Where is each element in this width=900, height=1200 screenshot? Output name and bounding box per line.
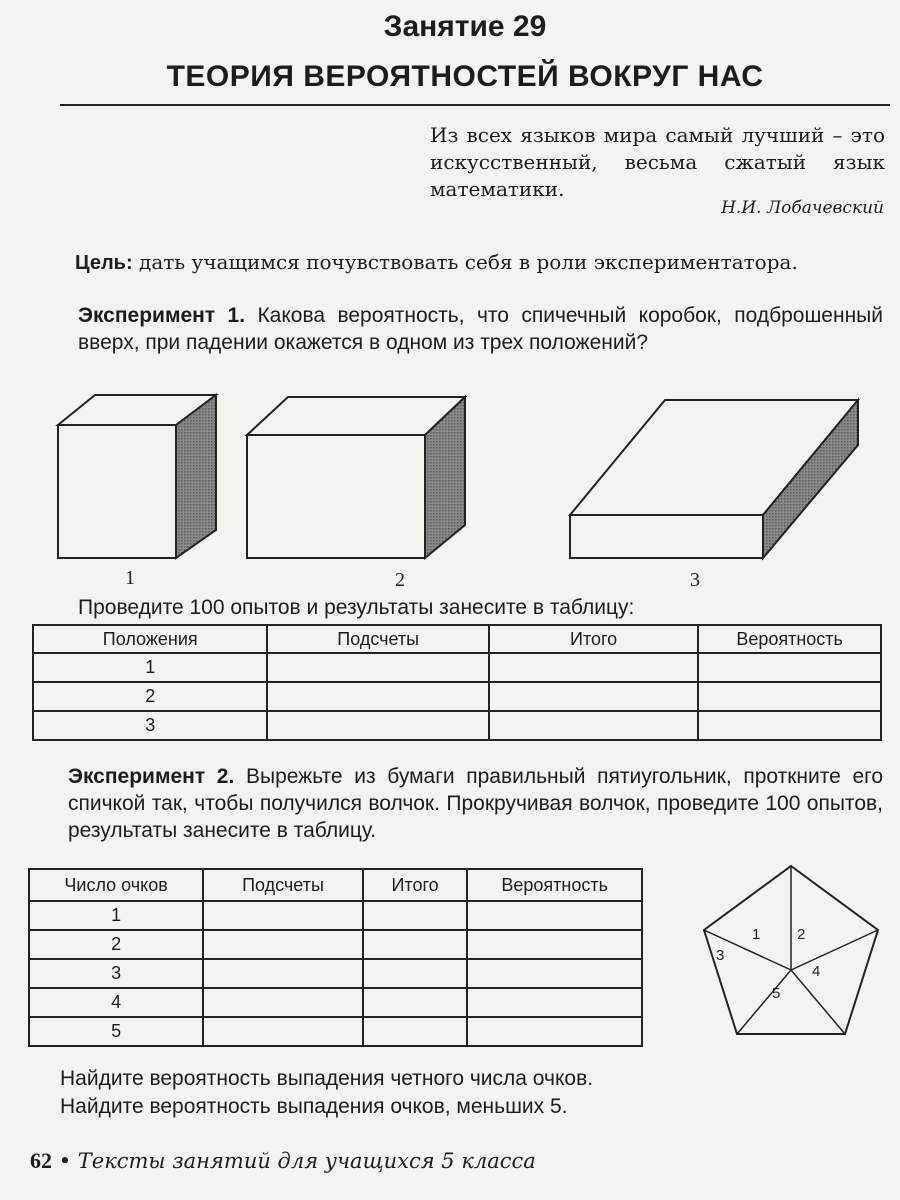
tally-cell[interactable] (267, 653, 488, 682)
tally-cell[interactable] (267, 682, 488, 711)
total-cell[interactable] (363, 988, 468, 1017)
probability-cell[interactable] (467, 1017, 642, 1046)
experiment2-paragraph (68, 763, 883, 844)
column-header: Число очков (29, 869, 203, 901)
pentagon-spinner (700, 862, 882, 1040)
table-row (29, 930, 642, 959)
matchbox-label-2: 2 (395, 569, 405, 591)
probability-cell[interactable] (698, 711, 881, 740)
pentagon-sector-1: 1 (752, 926, 761, 943)
total-cell[interactable] (363, 901, 468, 930)
pentagon-sector-3: 3 (716, 947, 725, 964)
matchbox-label-1: 1 (125, 567, 135, 589)
table-row (29, 901, 642, 930)
pentagon-sector-4: 4 (812, 963, 821, 980)
question-even-points: Найдите вероятность выпадения четного числа очков. (60, 1067, 594, 1090)
pentagon-spinner-figure (700, 862, 882, 1040)
tally-cell[interactable] (203, 901, 363, 930)
probability-cell[interactable] (698, 653, 881, 682)
tally-cell[interactable] (203, 959, 363, 988)
title-divider (60, 104, 890, 106)
matchbox-position-3 (570, 400, 858, 558)
points-cell: 3 (29, 959, 203, 988)
matchbox-positions-figure (40, 390, 880, 620)
tally-cell[interactable] (203, 1017, 363, 1046)
goal-label: Цель: (75, 252, 133, 274)
position-cell: 1 (33, 653, 267, 682)
book-title: Тексты занятий для учащихся 5 класса (77, 1149, 536, 1173)
experiment1-table (32, 624, 882, 741)
matchbox-label-3: 3 (690, 569, 700, 591)
total-cell[interactable] (363, 930, 468, 959)
probability-cell[interactable] (467, 959, 642, 988)
table-header-row (33, 625, 881, 653)
column-header: Вероятность (698, 625, 881, 653)
experiment1-text: Какова вероятность, что спичечный коробок, подброшенный вверх, при падении окажется в одном из трех положений? (78, 304, 884, 354)
total-cell[interactable] (489, 653, 698, 682)
matchbox-position-1 (58, 395, 216, 558)
total-cell[interactable] (363, 959, 468, 988)
total-cell[interactable] (363, 1017, 468, 1046)
experiment2-table (28, 868, 643, 1047)
footer-bullet: • (58, 1149, 72, 1173)
pentagon-sector-2: 2 (797, 926, 806, 943)
tally-cell[interactable] (203, 988, 363, 1017)
table-row (33, 653, 881, 682)
table-row (33, 682, 881, 711)
total-cell[interactable] (489, 711, 698, 740)
experiment1-paragraph (78, 302, 883, 356)
goal-text: дать учащимся почувствовать себя в роли экспериментатора. (132, 250, 798, 274)
matchbox-position-2 (247, 397, 465, 558)
question-less-than-5: Найдите вероятность выпадения очков, меньших 5. (60, 1095, 568, 1118)
column-header: Итого (489, 625, 698, 653)
points-cell: 1 (29, 901, 203, 930)
goal-statement (75, 250, 885, 275)
experiment2-label: Эксперимент 2. (68, 765, 235, 788)
column-header: Вероятность (467, 869, 642, 901)
page-number: 62 (30, 1148, 52, 1173)
page-footer (30, 1148, 536, 1174)
position-cell: 3 (33, 711, 267, 740)
tally-cell[interactable] (267, 711, 488, 740)
pentagon-sector-5: 5 (772, 985, 781, 1002)
experiment2-text: Вырежьте из бумаги правильный пятиугольник, проткните его спичкой так, чтобы получился волчок. Прокручивая волчок, проведите 100 опытов, результаты занесите в таблицу. (68, 765, 884, 842)
column-header: Подсчеты (267, 625, 488, 653)
position-cell: 2 (33, 682, 267, 711)
table-row (29, 959, 642, 988)
table-row (33, 711, 881, 740)
experiment1-instruction: Проведите 100 опытов и результаты занесите в таблицу: (78, 596, 635, 619)
column-header: Итого (363, 869, 468, 901)
epigraph-text: Из всех языков мира самый лучший – это искусственный, весьма сжатый язык математики. (430, 123, 885, 201)
table-row (29, 988, 642, 1017)
epigraph-author: Н.И. Лобачевский (721, 198, 884, 218)
probability-cell[interactable] (467, 901, 642, 930)
experiment1-label: Эксперимент 1. (78, 304, 246, 327)
total-cell[interactable] (489, 682, 698, 711)
probability-cell[interactable] (467, 988, 642, 1017)
probability-cell[interactable] (467, 930, 642, 959)
table-row (29, 1017, 642, 1046)
lesson-number: Занятие 29 (383, 10, 547, 43)
points-cell: 4 (29, 988, 203, 1017)
column-header: Положения (33, 625, 267, 653)
points-cell: 2 (29, 930, 203, 959)
topic-title: ТЕОРИЯ ВЕРОЯТНОСТЕЙ ВОКРУГ НАС (166, 60, 764, 93)
column-header: Подсчеты (203, 869, 363, 901)
matchbox-drawings (40, 390, 880, 620)
probability-cell[interactable] (698, 682, 881, 711)
points-cell: 5 (29, 1017, 203, 1046)
tally-cell[interactable] (203, 930, 363, 959)
table-header-row (29, 869, 642, 901)
